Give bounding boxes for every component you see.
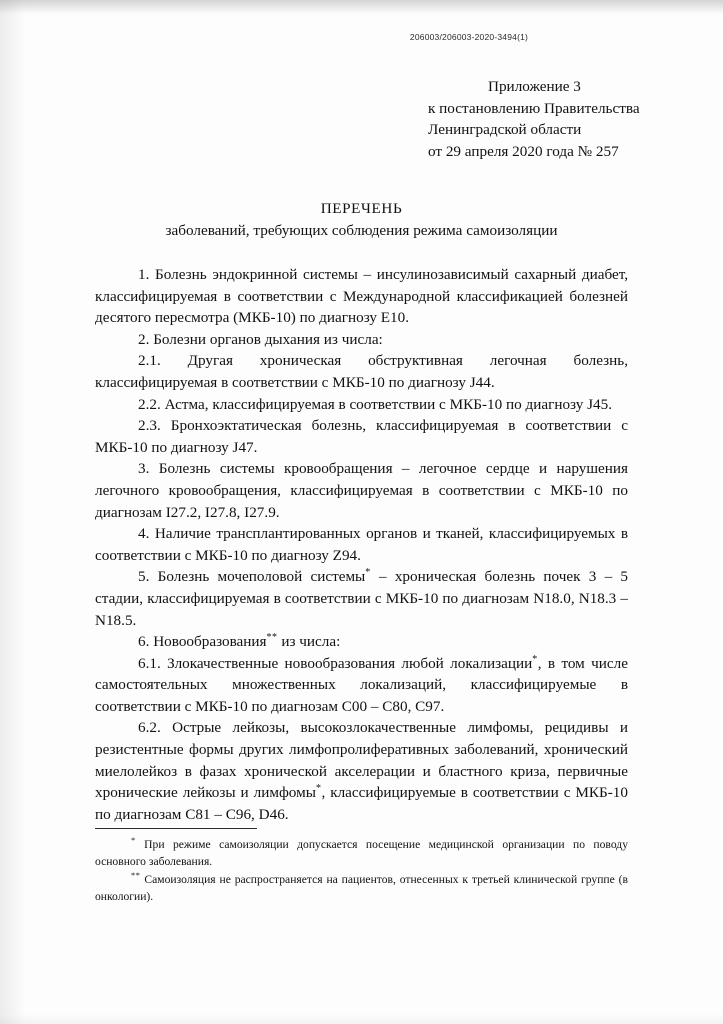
footnote-marker: * [532,653,538,665]
list-item [95,653,628,718]
list-item: 2. Болезни органов дыхания из числа: [138,330,383,348]
document-body [95,264,628,825]
list-item-text-after: из числа: [277,633,341,651]
list-item: 3. Болезнь системы кровообращения – легочное сердце и нарушения легочного кровообращения, классифицируемая в соответствии с МКБ-10 по диагнозам I27.2, I27.8, I27.9. [95,460,628,521]
footnote-marker: * [131,835,136,846]
approval-line-appendix: Приложение 3 [488,78,581,95]
footnote-marker: * [365,567,371,579]
scan-edge-top [0,0,723,14]
document-code: 206003/206003-2020-3494(1) [409,32,529,42]
page-title [95,198,628,242]
list-item-text-after: , в том числе самостоятельных множественных локализаций, классифицируемые в соответствии с МКБ-10 по диагнозам C00 – C80, C97. [95,654,628,715]
title-subtitle: заболеваний, требующих соблюдения режима самоизоляции [165,222,558,239]
list-item: 2.2. Астма, классифицируемая в соответствии с МКБ-10 по диагнозу J45. [138,395,613,413]
list-item [95,717,628,825]
footnote-text: Самоизоляция не распространяется на пациентов, отнесенных к третьей клинической группе (в онкологии). [95,872,628,904]
approval-line-date: от 29 апреля 2020 года № 257 [428,142,619,160]
footnotes-block [95,836,628,906]
footnote-separator [95,828,257,829]
list-item-text-after: – хроническая болезнь почек 3 – 5 стадии, классифицируемая в соответствии с МКБ-10 по диагнозам N18.0, N18.3 – N18.5. [95,568,628,629]
approval-line-decree: к постановлению Правительства [428,99,640,117]
footnote [95,871,628,906]
footnote-marker: * [315,783,322,795]
footnote-marker: ** [266,632,278,644]
list-item-text-after: , классифицируемые в соответствии с МКБ-10 по диагнозам C81 – C96, D46. [95,784,628,823]
scan-edge-bottom [0,1014,723,1024]
scan-edge-left [0,0,26,1024]
list-item-text-before: 6.2. Острые лейкозы, высокозлокачественные лимфомы, рецидивы и резистентные формы других лимфопролиферативных заболеваний, хронический миелолейкоз в фазах хронической акселерации и бластного криза, первичные хронические лейкозы и лимфомы [95,719,628,802]
footnote-text: При режиме самоизоляции допускается посещение медицинской организации по поводу основного заболевания. [95,838,628,869]
list-item-text-before: 5. Болезнь мочеполовой системы [138,568,366,586]
title-heading: ПЕРЕЧЕНЬ [320,200,403,217]
list-item [95,631,628,653]
list-item: 2.1. Другая хроническая обструктивная легочная болезнь, классифицируемая в соответствии с МКБ-10 по диагнозу J44. [95,352,628,391]
list-item [95,566,628,631]
approval-block [428,76,698,162]
list-item: 4. Наличие трансплантированных органов и тканей, классифицируемых в соответствии с МКБ-10 по диагнозу Z94. [95,525,628,564]
list-item: 1. Болезнь эндокринной системы – инсулинозависимый сахарный диабет, классифицируемая в соответствии с Международной классификацией болезней десятого пересмотра (МКБ-10) по диагнозу E10. [95,266,628,327]
footnote-marker: ** [131,869,141,880]
approval-line-region: Ленинградской области [428,121,582,138]
list-item-text-before: 6.1. Злокачественные новообразования любой локализации [138,654,533,672]
list-item: 2.3. Бронхоэктатическая болезнь, классифицируемая в соответствии с МКБ-10 по диагнозу J47. [95,417,628,456]
footnote [95,836,628,871]
list-item-text-before: 6. Новообразования [138,633,267,651]
